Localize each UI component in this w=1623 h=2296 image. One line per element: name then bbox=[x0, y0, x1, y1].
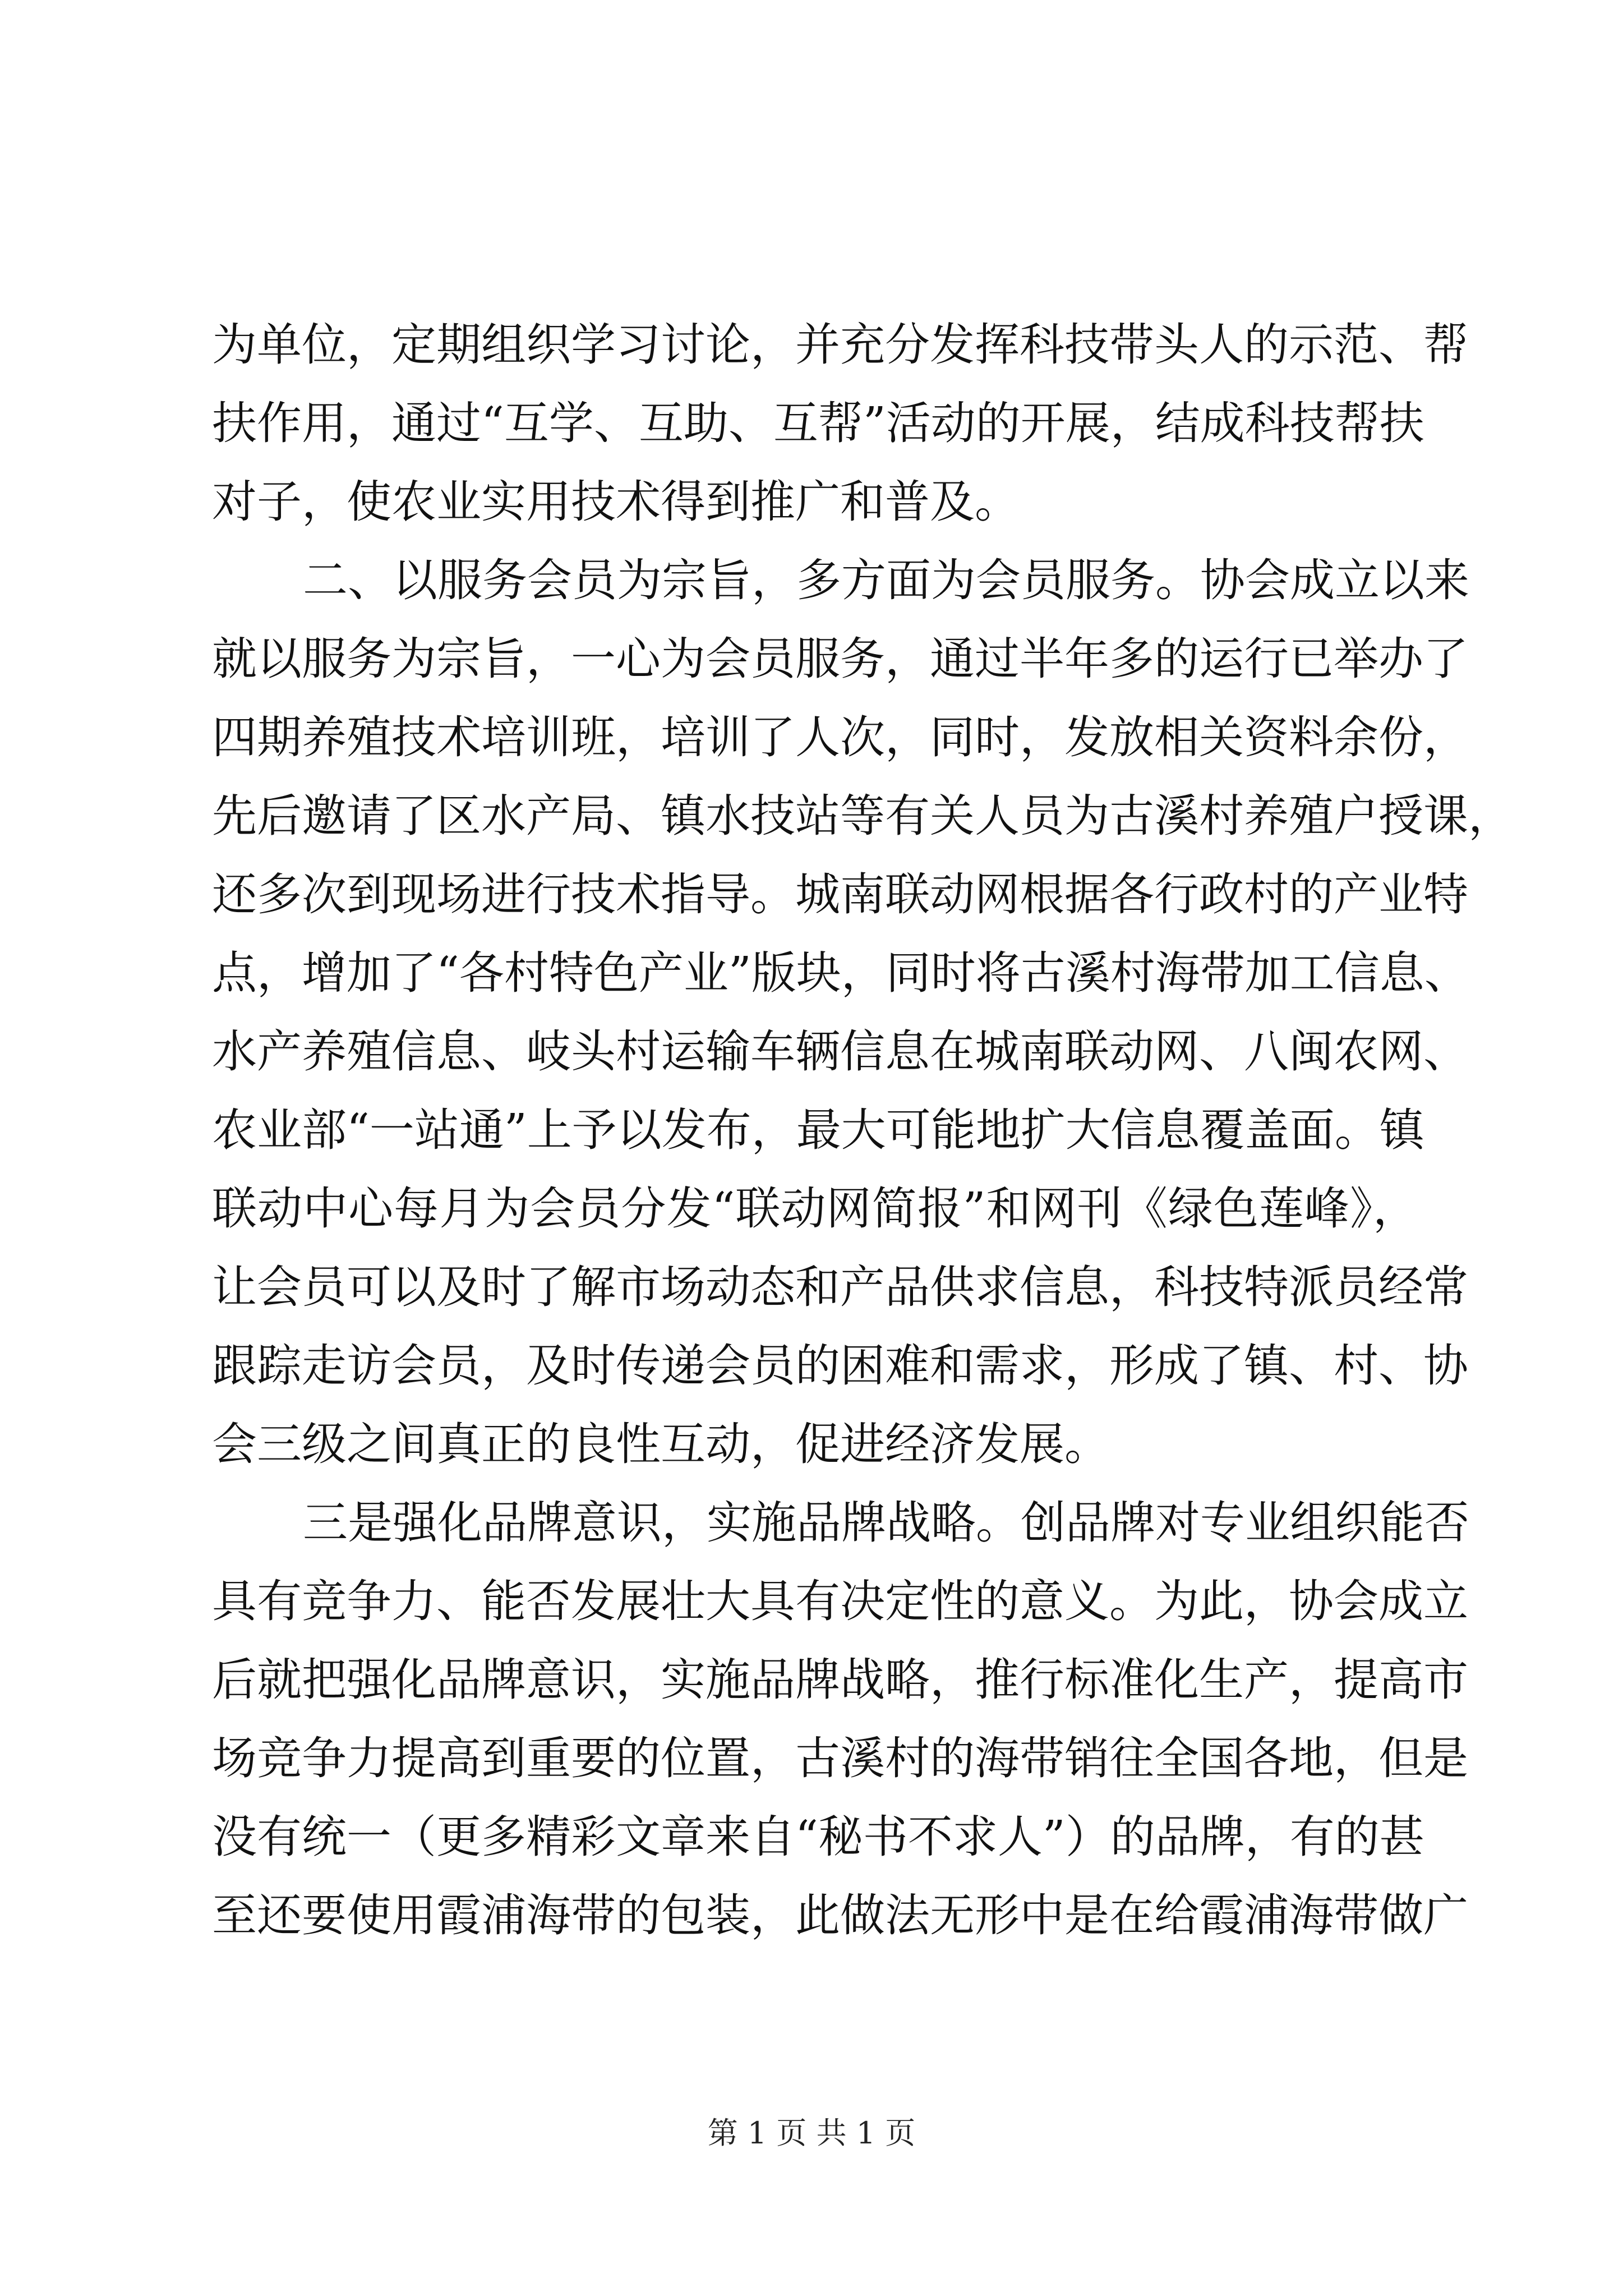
text-line: 没有统一（更多精彩文章来自“秘书不求人”）的品牌，有的甚 bbox=[212, 1811, 1424, 1863]
text-line: 先后邀请了区水产局、镇水技站等有关人员为古溪村养殖户授课， bbox=[212, 790, 1513, 842]
text-line: 农业部“一站通”上予以发布，最大可能地扩大信息覆盖面。镇 bbox=[212, 1104, 1424, 1156]
text-line: 为单位，定期组织学习讨论，并充分发挥科技带头人的示范、帮 bbox=[212, 319, 1468, 371]
paragraph-first-line: 三是强化品牌意识，实施品牌战略。创品牌对专业组织能否 bbox=[303, 1497, 1469, 1549]
text-line: 就以服务为宗旨，一心为会员服务，通过半年多的运行已举办了 bbox=[212, 633, 1468, 685]
text-line: 扶作用，通过“互学、互助、互帮”活动的开展，结成科技帮扶 bbox=[212, 397, 1424, 449]
text-line: 让会员可以及时了解市场动态和产品供求信息，科技特派员经常 bbox=[212, 1261, 1468, 1313]
text-line: 联动中心每月为会员分发“联动网简报”和网刊《绿色莲峰》， bbox=[212, 1182, 1418, 1235]
text-line: 具有竞争力、能否发展壮大具有决定性的意义。为此，协会成立 bbox=[212, 1575, 1468, 1627]
text-line: 还多次到现场进行技术指导。城南联动网根据各行政村的产业特 bbox=[212, 868, 1468, 921]
text-line: 场竞争力提高到重要的位置，古溪村的海带销往全国各地，但是 bbox=[212, 1732, 1468, 1784]
text-line: 后就把强化品牌意识，实施品牌战略，推行标准化生产，提高市 bbox=[212, 1654, 1468, 1706]
text-line: 对子，使农业实用技术得到推广和普及。 bbox=[212, 476, 1020, 528]
text-line: 跟踪走访会员，及时传递会员的困难和需求，形成了镇、村、协 bbox=[212, 1340, 1468, 1392]
page-number-footer: 第 1 页 共 1 页 bbox=[707, 2115, 916, 2151]
text-line: 会三级之间真正的良性互动，促进经济发展。 bbox=[212, 1418, 1109, 1470]
paragraph-first-line: 二、以服务会员为宗旨，多方面为会员服务。协会成立以来 bbox=[303, 554, 1469, 606]
text-line: 至还要使用霞浦海带的包装，此做法无形中是在给霞浦海带做广 bbox=[212, 1889, 1468, 1941]
text-line: 水产养殖信息、岐头村运输车辆信息在城南联动网、八闽农网、 bbox=[212, 1025, 1468, 1078]
text-line: 四期养殖技术培训班，培训了人次，同时，发放相关资料余份， bbox=[212, 711, 1468, 763]
text-line: 点，增加了“各村特色产业”版块，同时将古溪村海带加工信息、 bbox=[212, 947, 1469, 999]
